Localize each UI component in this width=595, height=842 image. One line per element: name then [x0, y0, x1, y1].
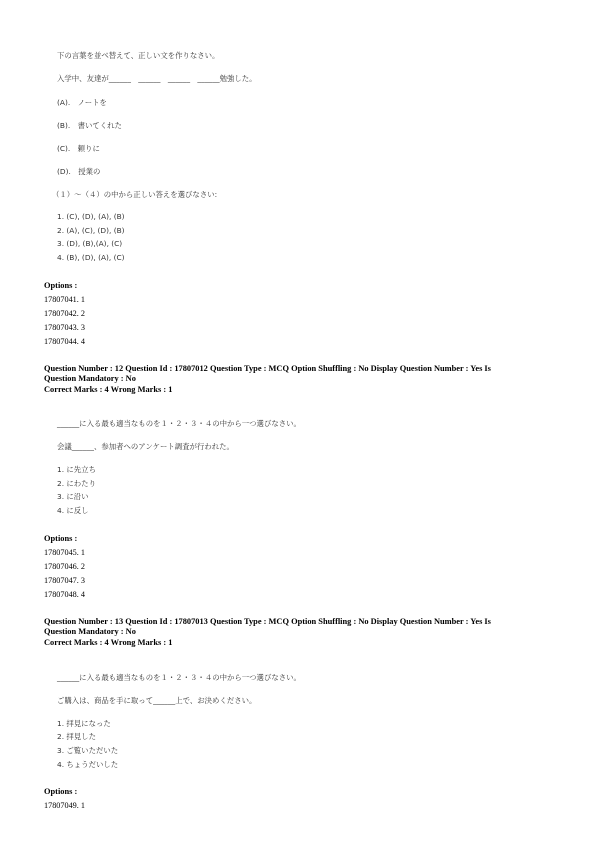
q11-option-id-3: 17807043. 3 — [44, 323, 85, 332]
q12-options-label: Options : — [44, 534, 78, 543]
q13-options-label: Options : — [44, 787, 78, 796]
q11-options-label: Options : — [44, 281, 78, 290]
q12-option-id-4: 17807048. 4 — [44, 590, 85, 599]
q13-sentence: ご購入は、商品を手に取って______上で、お決めください。 — [57, 696, 257, 705]
q12-choice-1: 1. に先立ち — [57, 465, 96, 474]
q11-part-b: (B). 書いてくれた — [57, 121, 122, 130]
q11-instruction: 下の言葉を並べ替えて、正しい文を作りなさい。 — [57, 51, 220, 60]
q12-meta-line-2: Question Mandatory : No — [44, 374, 136, 383]
q13-option-id-1: 17807049. 1 — [44, 801, 85, 810]
q12-option-id-3: 17807047. 3 — [44, 576, 85, 585]
q11-choice-3: 3. (D), (B),(A), (C) — [57, 239, 123, 248]
q12-option-id-2: 17807046. 2 — [44, 562, 85, 571]
q11-choice-4: 4. (B), (D), (A), (C) — [57, 253, 125, 262]
q11-part-a: (A). ノートを — [57, 98, 107, 107]
q12-marks: Correct Marks : 4 Wrong Marks : 1 — [44, 385, 173, 394]
q12-choice-4: 4. に反し — [57, 506, 89, 515]
q11-sentence: 入学中、友達が______ ______ ______ ______勉強した。 — [57, 74, 257, 83]
q13-choice-1: 1. 拝見になった — [57, 719, 111, 728]
q12-choice-3: 3. に沿い — [57, 492, 89, 501]
q12-option-id-1: 17807045. 1 — [44, 548, 85, 557]
q13-marks: Correct Marks : 4 Wrong Marks : 1 — [44, 638, 173, 647]
q12-meta-line-1: Question Number : 12 Question Id : 17807012 Question Type : MCQ Option Shuffling : No Display Question Number : Yes Is — [44, 364, 491, 373]
q13-choice-3: 3. ご覧いただいた — [57, 746, 119, 755]
q12-sentence: 会議______、参加者へのアンケート調査が行われた。 — [57, 442, 234, 451]
q13-meta-line-1: Question Number : 13 Question Id : 17807013 Question Type : MCQ Option Shuffling : No Display Question Number : Yes Is — [44, 617, 491, 626]
q11-part-d: (D). 授業の — [57, 167, 101, 176]
q13-choice-4: 4. ちょうだいした — [57, 760, 119, 769]
q11-choice-2: 2. (A), (C), (D), (B) — [57, 226, 125, 235]
q11-part-c: (C). 頼りに — [57, 144, 100, 153]
q13-meta-line-2: Question Mandatory : No — [44, 627, 136, 636]
q11-option-id-2: 17807042. 2 — [44, 309, 85, 318]
q12-choice-2: 2. にわたり — [57, 479, 96, 488]
q11-option-id-1: 17807041. 1 — [44, 295, 85, 304]
q11-choice-1: 1. (C), (D), (A), (B) — [57, 212, 125, 221]
q11-option-id-4: 17807044. 4 — [44, 337, 85, 346]
q11-prompt: （１）～（４）の中から正しい答えを選びなさい: — [52, 190, 218, 199]
q12-instruction: ______に入る最も適当なものを１・２・３・４の中から一つ選びなさい。 — [57, 419, 301, 428]
q13-instruction: ______に入る最も適当なものを１・２・３・４の中から一つ選びなさい。 — [57, 673, 301, 682]
q13-choice-2: 2. 拝見した — [57, 732, 96, 741]
